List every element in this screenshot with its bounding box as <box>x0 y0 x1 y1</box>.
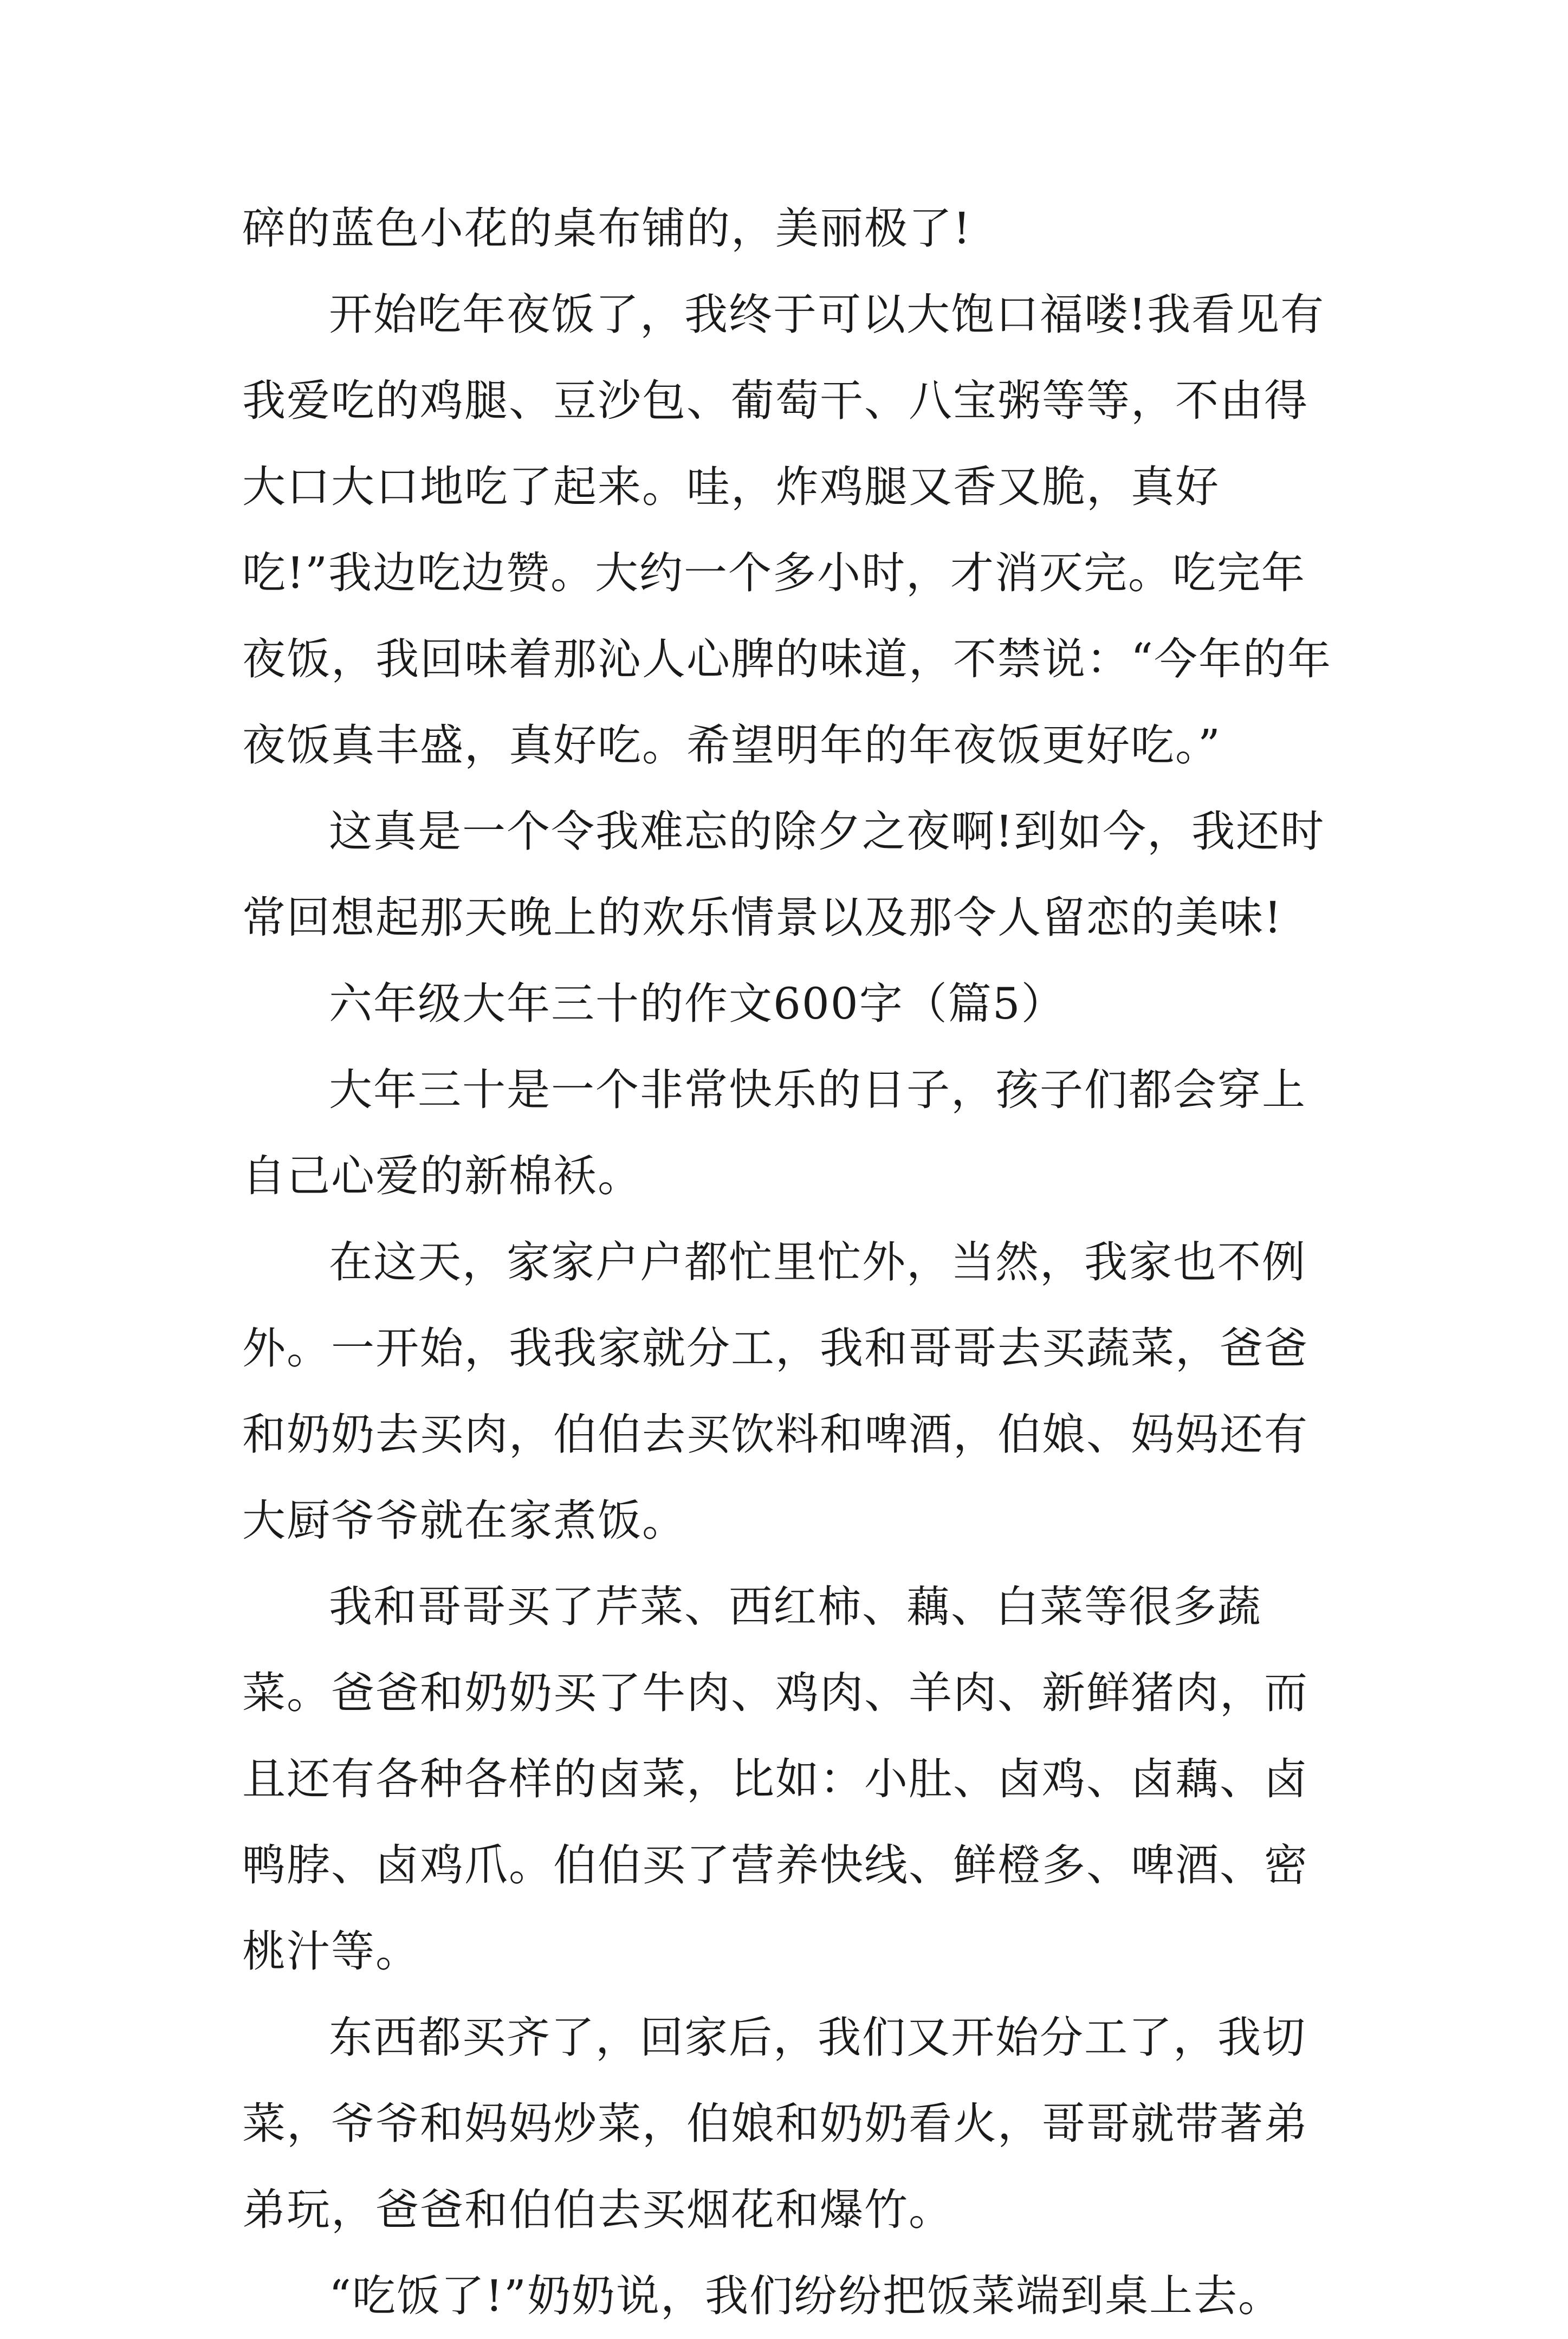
paragraph: “吃饭了!”奶奶说，我们纷纷把饭菜端到桌上去。 <box>329 2271 1282 2321</box>
paragraph: 碎的蓝色小花的桌布铺的，美丽极了! <box>242 203 972 254</box>
paragraph: 东西都买齐了，回家后，我们又开始分工了，我切菜，爷爷和妈妈炒菜，伯娘和奶奶看火，哥哥就带著弟弟玩，爸爸和伯伯去买烟花和爆竹。 <box>242 2012 1308 2235</box>
paragraph: 我和哥哥买了芹菜、西红柿、藕、白菜等很多蔬菜。爸爸和奶奶买了牛肉、鸡肉、羊肉、新鲜猪肉，而且还有各种各样的卤菜，比如：小肚、卤鸡、卤藕、卤鸭脖、卤鸡爪。伯伯买了营养快线、鲜橙多、啤酒、密桃汁等。 <box>242 1582 1308 1977</box>
paragraph: 在这天，家家户户都忙里忙外，当然，我家也不例外。一开始，我我家就分工，我和哥哥去买蔬菜，爸爸和奶奶去买肉，伯伯去买饮料和啤酒，伯娘、妈妈还有大厨爷爷就在家煮饭。 <box>242 1237 1308 1546</box>
paragraph: 这真是一个令我难忘的除夕之夜啊!到如今，我还时常回想起那天晚上的欢乐情景以及那令人留恋的美味! <box>242 806 1325 943</box>
paragraph: 开始吃年夜饭了，我终于可以大饱口福喽!我看见有我爱吃的鸡腿、豆沙包、葡萄干、八宝粥等等，不由得大口大口地吃了起来。哇，炸鸡腿又香又脆，真好吃!”我边吃边赞。大约一个多小时，才消灭完。吃完年夜饭，我回味着那沁人心脾的味道，不禁说：“今年的年夜饭真丰盛，真好吃。希望明年的年夜饭更好吃。” <box>242 289 1332 770</box>
section-heading: 六年级大年三十的作文600字（篇5） <box>329 979 1066 1029</box>
paragraph: 大年三十是一个非常快乐的日子，孩子们都会穿上自己心爱的新棉袄。 <box>242 1065 1306 1201</box>
document-body <box>242 185 1347 2339</box>
